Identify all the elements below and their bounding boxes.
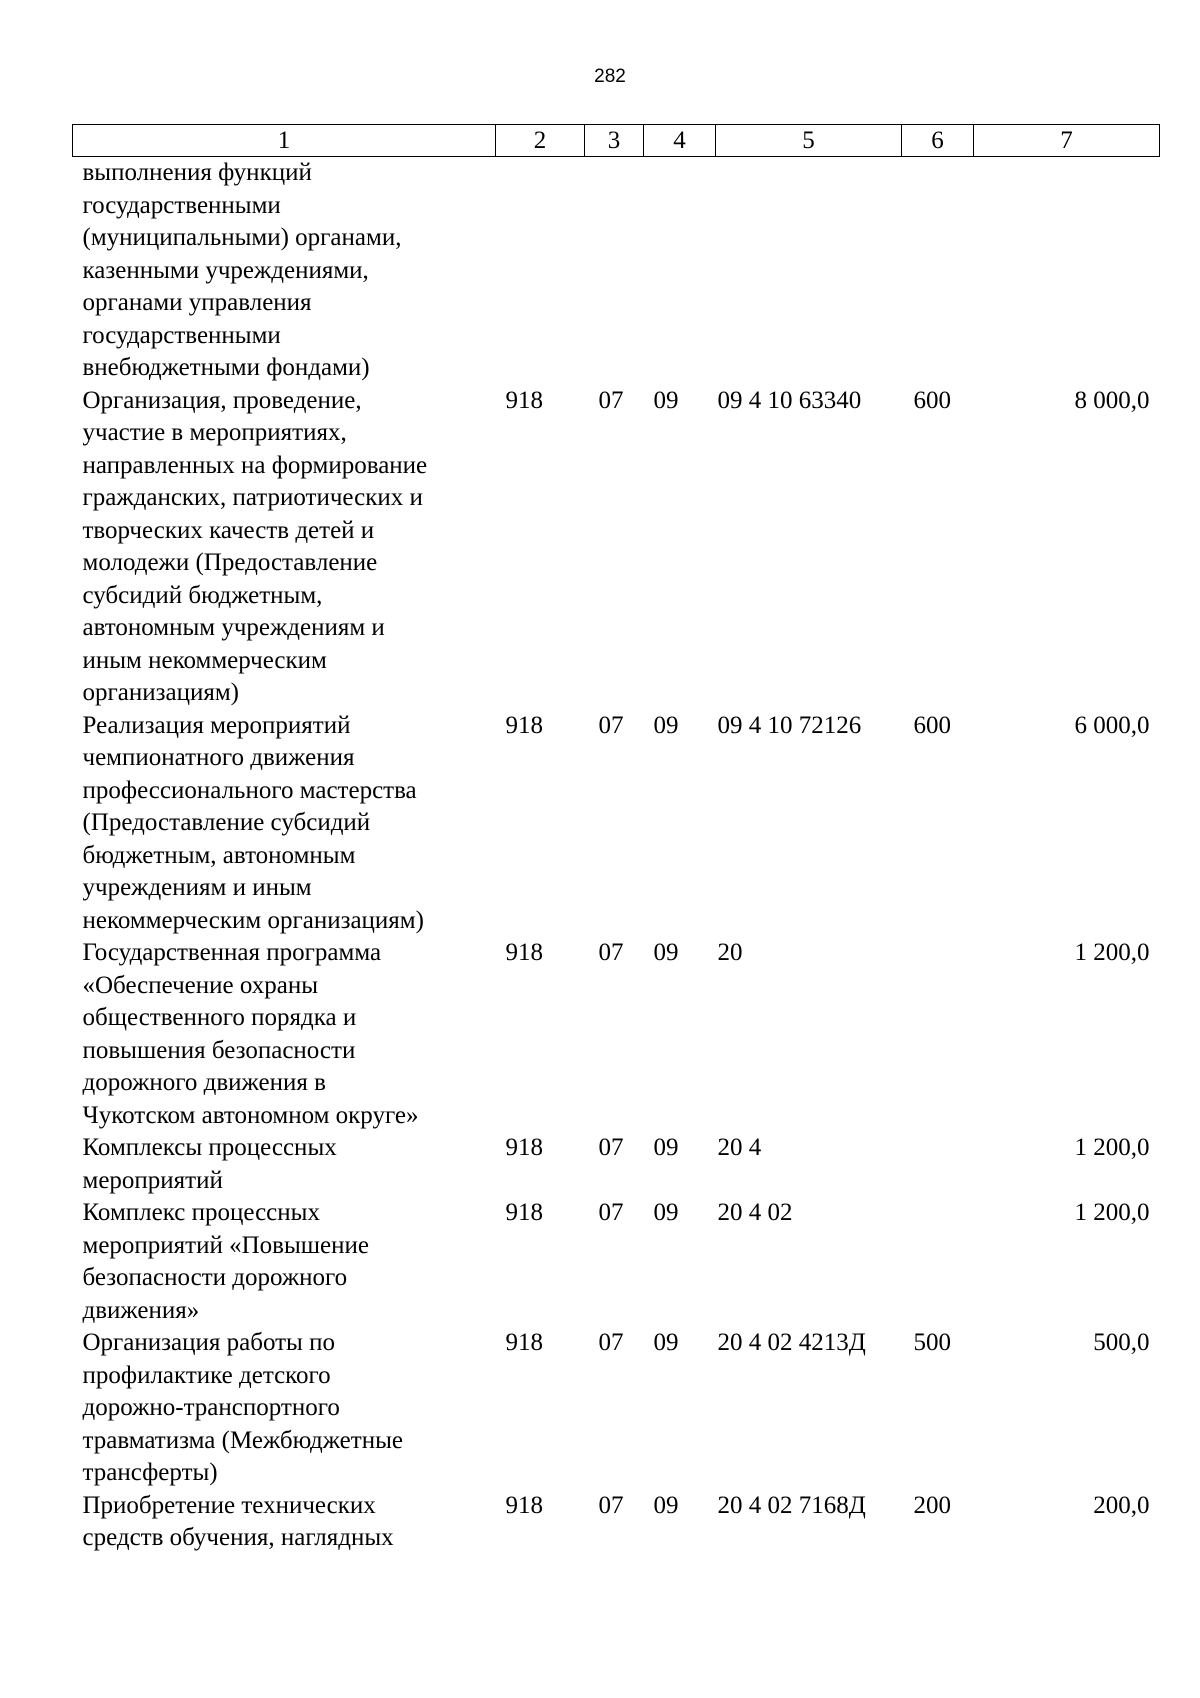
row-name-line: повышения безопасности — [82, 1036, 356, 1064]
row-name — [73, 710, 496, 938]
row-admin-code: 918 — [505, 386, 543, 414]
row-amount: 6 000,0 — [1074, 711, 1150, 739]
row-name-line: творческих качеств детей и — [82, 516, 375, 544]
row-admin-code: 918 — [505, 1329, 543, 1356]
row-expense-type: 200 — [913, 1491, 951, 1519]
row-amount: 1 200,0 — [1074, 939, 1150, 966]
row-name-line: учреждениям и иным — [82, 874, 312, 901]
row-name-line: выполнения функций — [82, 159, 312, 186]
row-name-line: государственными — [82, 321, 281, 349]
row-name-line: профессионального мастерства — [82, 776, 417, 804]
row-name-line: бюджетным, автономным — [82, 841, 356, 869]
row-section: 07 — [598, 386, 624, 414]
row-name — [73, 1197, 496, 1327]
row-subsection: 09 — [653, 386, 679, 414]
row-admin-code: 918 — [505, 711, 543, 739]
row-name-line: гражданских, патриотических и — [82, 484, 423, 511]
table-body — [73, 157, 1160, 1555]
table-row — [73, 1197, 1160, 1327]
row-name-line: Приобретение технических — [82, 1491, 376, 1519]
row-name-line: средств обучения, наглядных — [82, 1524, 394, 1551]
row-name-line: Чукотском автономном округе» — [82, 1101, 419, 1129]
row-expense-type — [902, 1197, 974, 1327]
row-expense-type: 600 — [913, 711, 951, 739]
row-section: 07 — [598, 1491, 624, 1519]
row-target-article: 20 4 — [717, 1134, 762, 1161]
row-name-line: Реализация мероприятий — [82, 711, 351, 739]
row-amount: 200,0 — [1093, 1491, 1150, 1519]
header-col-7: 7 — [974, 125, 1160, 157]
row-name-line: мероприятий «Повышение — [82, 1231, 369, 1259]
row-target-article: 20 4 02 7168Д — [717, 1491, 866, 1519]
table-row — [73, 1327, 1160, 1490]
row-target-article: 20 4 02 — [717, 1199, 793, 1226]
table-row — [73, 1490, 1160, 1555]
row-name-line: движения» — [82, 1296, 200, 1324]
row-name — [73, 157, 496, 385]
row-name-line: дорожного движения в — [82, 1069, 326, 1096]
row-target-article — [716, 157, 902, 385]
row-name — [73, 1327, 496, 1490]
row-subsection — [644, 157, 716, 385]
row-name-line: дорожно-транспортного — [82, 1394, 340, 1421]
row-section: 07 — [598, 1199, 624, 1226]
row-name-line: участие в мероприятиях, — [82, 419, 347, 446]
row-admin-code: 918 — [505, 1491, 543, 1519]
row-name-line: субсидий бюджетным, — [82, 581, 323, 609]
row-name — [73, 937, 496, 1132]
row-amount: 1 200,0 — [1074, 1134, 1150, 1161]
row-name-line: Организация работы по — [82, 1329, 335, 1356]
row-name-line: направленных на формирование — [82, 451, 428, 479]
row-name-line: государственными — [82, 191, 281, 219]
row-name — [73, 1490, 496, 1555]
row-amount: 8 000,0 — [1074, 386, 1150, 414]
row-section: 07 — [598, 1329, 624, 1356]
row-subsection: 09 — [653, 711, 679, 739]
header-col-4: 4 — [644, 125, 716, 157]
row-section — [585, 157, 644, 385]
row-name — [73, 1132, 496, 1197]
header-col-3: 3 — [585, 125, 644, 157]
row-name-line: безопасности дорожного — [82, 1264, 348, 1291]
row-admin-code — [496, 157, 585, 385]
row-name-line: казенными учреждениями, — [82, 256, 369, 284]
row-subsection: 09 — [653, 939, 679, 966]
row-name-line: Комплекс процессных — [82, 1199, 320, 1226]
header-row — [73, 125, 1160, 157]
table-row — [73, 385, 1160, 710]
row-name-line: (муниципальными) органами, — [82, 224, 402, 251]
row-target-article: 20 4 02 4213Д — [717, 1329, 866, 1356]
row-expense-type: 500 — [913, 1329, 951, 1356]
row-name-line: органами управления — [82, 289, 312, 316]
row-section: 07 — [598, 939, 624, 966]
row-name-line: некоммерческим организациям) — [82, 906, 424, 934]
row-section: 07 — [598, 1134, 624, 1161]
table-row — [73, 710, 1160, 938]
row-name-line: (Предоставление субсидий — [82, 809, 371, 836]
header-col-2: 2 — [496, 125, 585, 157]
row-name-line: Государственная программа — [82, 939, 382, 966]
header-col-5: 5 — [716, 125, 902, 157]
page-number: 282 — [594, 66, 626, 87]
row-subsection: 09 — [653, 1329, 679, 1356]
row-section: 07 — [598, 711, 624, 739]
row-target-article: 20 — [717, 939, 743, 966]
row-expense-type: 600 — [913, 386, 951, 414]
row-name-line: внебюджетными фондами) — [82, 354, 370, 381]
row-admin-code: 918 — [505, 1134, 543, 1161]
row-subsection: 09 — [653, 1199, 679, 1226]
table-header — [73, 125, 1160, 157]
row-admin-code: 918 — [505, 1199, 543, 1226]
row-amount: 1 200,0 — [1074, 1199, 1150, 1226]
row-expense-type — [902, 157, 974, 385]
row-name-line: общественного порядка и — [82, 1004, 357, 1031]
row-target-article: 09 4 10 72126 — [717, 711, 862, 739]
row-admin-code: 918 — [505, 939, 543, 966]
row-name-line: Комплексы процессных — [82, 1134, 337, 1161]
budget-table — [72, 124, 1160, 1555]
row-name-line: профилактике детского — [82, 1361, 331, 1389]
row-name-line: травматизма (Межбюджетные — [82, 1426, 403, 1454]
table-row — [73, 1132, 1160, 1197]
row-name-line: «Обеспечение охраны — [82, 971, 319, 999]
row-name-line: мероприятий — [82, 1166, 223, 1194]
row-name — [73, 385, 496, 710]
row-name-line: автономным учреждениям и — [82, 614, 385, 641]
row-name-line: организациям) — [82, 679, 239, 706]
row-target-article: 09 4 10 63340 — [717, 386, 862, 414]
row-name-line: Организация, проведение, — [82, 386, 362, 414]
row-subsection: 09 — [653, 1491, 679, 1519]
header-col-1: 1 — [73, 125, 496, 157]
row-expense-type — [902, 1132, 974, 1197]
row-subsection: 09 — [653, 1134, 679, 1161]
row-amount: 500,0 — [1093, 1329, 1150, 1356]
row-amount — [974, 157, 1160, 385]
row-name-line: трансферты) — [82, 1459, 218, 1486]
table-row — [73, 157, 1160, 385]
row-name-line: чемпионатного движения — [82, 744, 355, 771]
row-name-line: иным некоммерческим — [82, 646, 327, 674]
row-expense-type — [902, 937, 974, 1132]
header-col-6: 6 — [902, 125, 974, 157]
row-name-line: молодежи (Предоставление — [82, 549, 378, 576]
table-row — [73, 937, 1160, 1132]
